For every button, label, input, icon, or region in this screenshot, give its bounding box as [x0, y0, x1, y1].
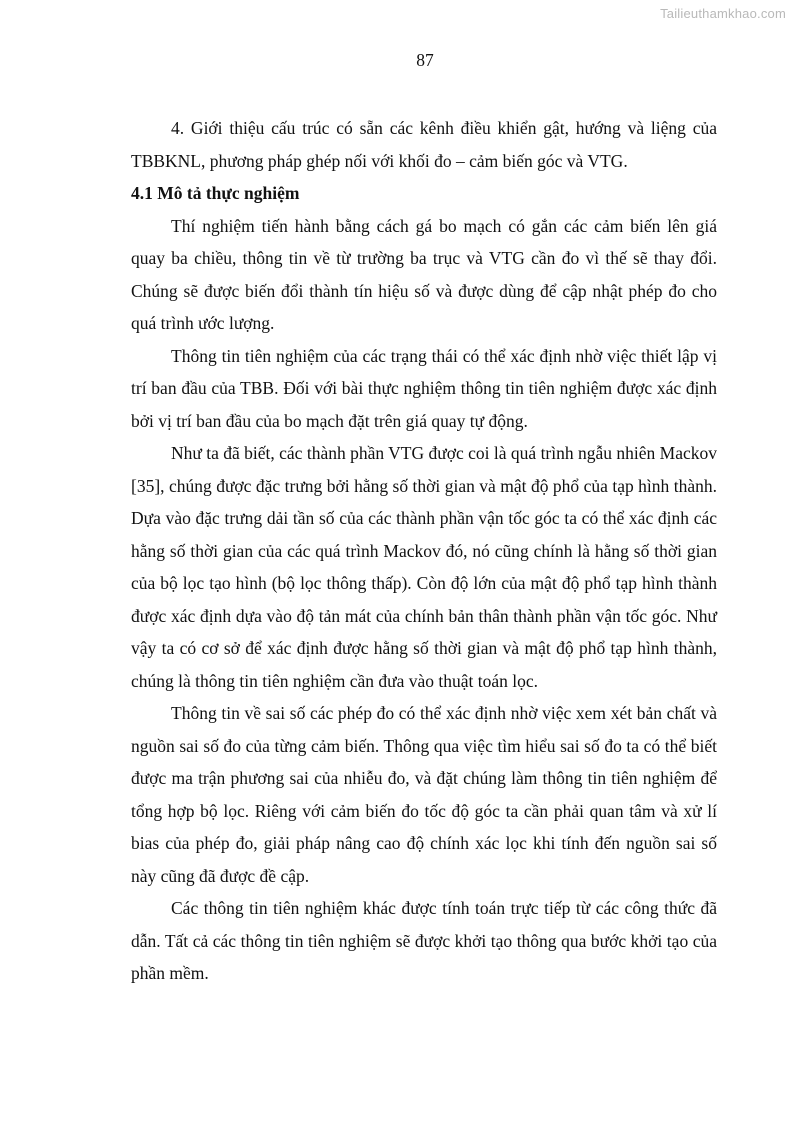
watermark: Tailieuthamkhao.com [660, 6, 786, 21]
paragraph: Thí nghiệm tiến hành bằng cách gá bo mạch có gắn các cảm biến lên giá quay ba chiều, thông tin về từ trường ba trục và VTG cần đo vì thế sẽ thay đổi. Chúng sẽ được biến đổi thành tín hiệu số và được dùng để cập nhật phép đo cho quá trình ước lượng. [131, 215, 717, 333]
intro-list-item: 4. Giới thiệu cấu trúc có sẵn các kênh điều khiển gật, hướng và liệng của TBBKNL, phương pháp ghép nối với khối đo – cảm biến góc và VTG. [131, 118, 717, 171]
paragraph: Các thông tin tiên nghiệm khác được tính toán trực tiếp từ các công thức đã dẫn. Tất cả các thông tin tiên nghiệm sẽ được khởi tạo thông qua bước khởi tạo của phần mềm. [131, 898, 717, 983]
section-heading: 4.1 Mô tả thực nghiệm [131, 183, 300, 203]
paragraph: Thông tin về sai số các phép đo có thể xác định nhờ việc xem xét bản chất và nguồn sai số đo của từng cảm biến. Thông qua việc tìm hiểu sai số đo ta có thể biết được ma trận phương sai của nhiễu đo, và đặt chúng làm thông tin tiên nghiệm để tổng hợp bộ lọc. Riêng với cảm biến đo tốc độ góc ta cần phải quan tâm và xử lí bias của phép đo, giải pháp nâng cao độ chính xác lọc khi tính đến nguồn sai số này cũng đã được đề cập. [131, 703, 717, 886]
document-body [131, 112, 717, 990]
paragraph: Thông tin tiên nghiệm của các trạng thái có thể xác định nhờ việc thiết lập vị trí ban đầu của TBB. Đối với bài thực nghiệm thông tin tiên nghiệm được xác định bởi vị trí ban đầu của bo mạch đặt trên giá quay tự động. [131, 345, 717, 431]
paragraph: Như ta đã biết, các thành phần VTG được coi là quá trình ngẫu nhiên Mackov [35], chúng được đặc trưng bởi hằng số thời gian và mật độ phổ của tạp hình thành. Dựa vào đặc trưng dải tần số của các thành phần vận tốc góc ta có thể xác định các hằng số thời gian của các quá trình Mackov đó, nó cũng chính là hằng số thời gian của bộ lọc tạo hình (bộ lọc thông thấp). Còn độ lớn của mật độ phổ tạp hình thành được xác định dựa vào độ tản mát của chính bản thân thành phần vận tốc góc. Như vậy ta có cơ sở để xác định được hằng số thời gian và mật độ phổ tạp hình thành, chúng là thông tin tiên nghiệm cần đưa vào thuật toán lọc. [131, 443, 717, 691]
page-number: 87 [416, 50, 434, 70]
